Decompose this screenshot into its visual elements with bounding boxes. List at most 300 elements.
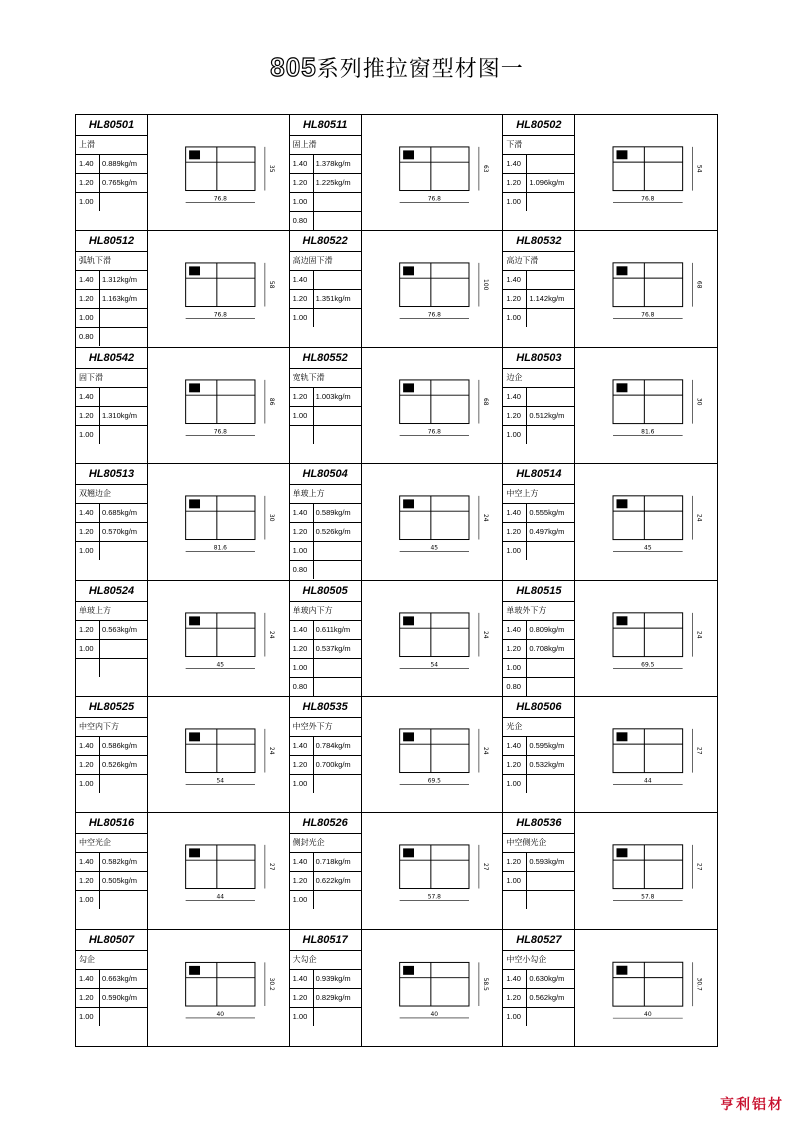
profile-info — [503, 697, 575, 812]
height-dimension-label: 30 — [695, 397, 703, 406]
profile-drawing — [575, 581, 717, 696]
profile-card — [76, 930, 290, 1046]
wall-thickness: 1.00 — [503, 309, 527, 327]
weight-per-meter: 0.829kg/m — [315, 992, 351, 1002]
profile-info — [503, 115, 575, 230]
wall-thickness: 1.00 — [503, 1008, 527, 1026]
spec-row — [76, 970, 147, 989]
spec-row — [76, 621, 147, 640]
profile-outline — [613, 380, 683, 424]
weight-per-meter — [527, 775, 574, 793]
weight-per-meter — [100, 388, 147, 406]
spec-row — [290, 155, 361, 174]
wall-thickness: 1.20 — [290, 640, 314, 658]
spec-row — [76, 659, 147, 677]
wall-thickness: 1.20 — [76, 756, 100, 774]
weight-per-meter — [100, 775, 147, 793]
wall-thickness: 1.20 — [503, 756, 527, 774]
wall-thickness: 1.20 — [76, 407, 100, 425]
wall-thickness: 1.00 — [290, 1008, 314, 1026]
height-dimension-label: 68 — [481, 397, 489, 406]
weight-per-meter — [100, 640, 147, 658]
spec-row — [503, 309, 574, 327]
profile-code: HL80506 — [503, 697, 574, 718]
profile-drawing — [575, 813, 717, 928]
wall-thickness: 1.40 — [290, 155, 314, 173]
width-dimension-label: 76.8 — [213, 195, 227, 203]
profile-info — [503, 348, 575, 463]
wall-thickness: 1.20 — [290, 989, 314, 1007]
spec-row — [290, 174, 361, 193]
weight-per-meter: 0.562kg/m — [529, 992, 565, 1002]
profile-drawing — [362, 231, 503, 346]
profile-drawing — [148, 930, 289, 1046]
height-dimension-label: 35 — [267, 164, 275, 173]
width-dimension-label: 40 — [430, 1010, 438, 1018]
spec-row — [290, 309, 361, 327]
height-dimension-label: 58.5 — [481, 977, 489, 991]
wall-thickness: 1.00 — [76, 775, 100, 793]
profile-info — [290, 813, 362, 928]
wall-thickness: 0.80 — [290, 678, 314, 696]
spec-row — [290, 678, 361, 696]
weight-per-meter: 0.505kg/m — [102, 876, 138, 886]
spec-row — [503, 756, 574, 775]
wall-thickness: 1.20 — [503, 523, 527, 541]
profile-outline — [399, 147, 468, 191]
wall-thickness: 1.40 — [290, 621, 314, 639]
weight-per-meter — [314, 193, 361, 211]
profile-name: 单玻上方 — [290, 485, 361, 504]
spec-row — [290, 891, 361, 909]
weight-per-meter: 1.163kg/m — [102, 294, 138, 304]
profile-name: 固下滑 — [76, 369, 147, 388]
wall-thickness: 1.00 — [76, 1008, 100, 1026]
profile-code: HL80512 — [76, 231, 147, 252]
profile-cross-section — [575, 115, 717, 230]
profile-outline — [399, 729, 468, 773]
profile-info — [76, 464, 148, 579]
weight-per-meter: 0.497kg/m — [529, 527, 565, 537]
wall-thickness: 1.20 — [290, 872, 314, 890]
profile-name: 光企 — [503, 718, 574, 737]
profile-drawing — [362, 581, 503, 696]
wall-thickness — [290, 426, 314, 444]
profile-info — [290, 697, 362, 812]
wall-thickness: 1.20 — [503, 407, 527, 425]
profile-cross-section — [575, 231, 717, 346]
width-dimension-label: 76.8 — [427, 311, 441, 319]
spec-row — [76, 155, 147, 174]
profile-drawing — [362, 813, 503, 928]
profile-name: 下滑 — [503, 136, 574, 155]
width-dimension-label: 76.8 — [641, 195, 655, 203]
profile-name: 大勾企 — [290, 951, 361, 970]
profile-cross-section — [575, 581, 717, 696]
profile-code: HL80505 — [290, 581, 361, 602]
profile-card — [290, 348, 504, 464]
spec-row — [76, 872, 147, 891]
profile-info — [503, 930, 575, 1046]
spec-row — [76, 891, 147, 909]
weight-per-meter — [314, 891, 361, 909]
profile-card — [290, 581, 504, 697]
wall-thickness: 1.40 — [76, 504, 100, 522]
weight-per-meter — [314, 271, 361, 289]
wall-thickness: 1.40 — [76, 970, 100, 988]
spec-row — [290, 542, 361, 561]
profile-drawing — [575, 464, 717, 579]
spec-row — [503, 989, 574, 1008]
spec-row — [503, 388, 574, 407]
weight-per-meter: 1.351kg/m — [315, 294, 351, 304]
spec-row — [290, 853, 361, 872]
profile-info — [76, 581, 148, 696]
wall-thickness — [76, 659, 100, 677]
profile-name: 单玻内下方 — [290, 602, 361, 621]
profile-cross-section — [575, 813, 717, 928]
weight-per-meter: 0.537kg/m — [315, 643, 351, 653]
weight-per-meter — [100, 193, 147, 211]
wall-thickness: 1.20 — [76, 290, 100, 308]
wall-thickness: 1.20 — [290, 290, 314, 308]
profile-cross-section — [362, 464, 503, 579]
weight-per-meter: 1.142kg/m — [529, 294, 565, 304]
weight-per-meter — [314, 407, 361, 425]
weight-per-meter — [100, 426, 147, 444]
wall-thickness: 1.20 — [503, 174, 527, 192]
width-dimension-label: 45 — [430, 544, 438, 552]
wall-thickness: 1.20 — [290, 756, 314, 774]
weight-per-meter — [314, 426, 361, 444]
weight-per-meter: 0.622kg/m — [315, 876, 351, 886]
profile-drawing — [148, 115, 289, 230]
profile-cross-section — [148, 231, 289, 346]
profile-code: HL80515 — [503, 581, 574, 602]
profile-drawing — [362, 930, 503, 1046]
profile-code: HL80501 — [76, 115, 147, 136]
weight-per-meter: 0.582kg/m — [102, 857, 138, 867]
weight-per-meter — [314, 775, 361, 793]
spec-row — [76, 756, 147, 775]
width-dimension-label: 81.6 — [641, 428, 655, 436]
profile-outline — [399, 263, 468, 307]
weight-per-meter — [527, 309, 574, 327]
spec-row — [76, 737, 147, 756]
spec-row — [290, 504, 361, 523]
profile-code: HL80514 — [503, 464, 574, 485]
profile-name: 侧封光企 — [290, 834, 361, 853]
spec-row — [290, 756, 361, 775]
wall-thickness: 1.40 — [503, 970, 527, 988]
weight-per-meter: 0.809kg/m — [529, 624, 565, 634]
profile-info — [290, 930, 362, 1046]
profile-cross-section — [362, 348, 503, 463]
height-dimension-label: 58 — [267, 281, 275, 289]
title-text: 系列推拉窗型材图一 — [316, 57, 524, 82]
weight-per-meter: 0.555kg/m — [529, 508, 565, 518]
weight-per-meter: 1.312kg/m — [102, 275, 138, 285]
weight-per-meter: 0.663kg/m — [102, 973, 138, 983]
weight-per-meter — [527, 193, 574, 211]
profile-name: 宽轨下滑 — [290, 369, 361, 388]
profile-drawing — [575, 231, 717, 346]
page-title — [0, 52, 794, 83]
profile-code: HL80525 — [76, 697, 147, 718]
profile-code: HL80502 — [503, 115, 574, 136]
spec-row — [76, 775, 147, 793]
weight-per-meter — [527, 678, 574, 696]
profile-outline — [186, 962, 255, 1006]
weight-per-meter — [100, 542, 147, 560]
profile-cross-section — [148, 930, 289, 1046]
profile-outline — [186, 380, 255, 424]
profile-drawing — [362, 348, 503, 463]
width-dimension-label: 69.5 — [641, 661, 655, 669]
height-dimension-label: 24 — [695, 514, 703, 522]
wall-thickness: 1.40 — [76, 155, 100, 173]
profile-code: HL80536 — [503, 813, 574, 834]
width-dimension-label: 81.6 — [213, 544, 227, 552]
spec-row — [503, 271, 574, 290]
spec-row — [290, 970, 361, 989]
wall-thickness: 0.80 — [76, 328, 100, 346]
profile-cross-section — [575, 348, 717, 463]
spec-row — [503, 891, 574, 909]
weight-per-meter — [527, 271, 574, 289]
profile-info — [76, 697, 148, 812]
wall-thickness: 1.00 — [76, 542, 100, 560]
profile-outline — [186, 496, 255, 540]
weight-per-meter — [100, 659, 147, 677]
spec-row — [290, 561, 361, 579]
profile-name: 双翘边企 — [76, 485, 147, 504]
profile-code: HL80517 — [290, 930, 361, 951]
height-dimension-label: 24 — [481, 514, 489, 522]
wall-thickness: 0.80 — [290, 212, 314, 230]
width-dimension-label: 40 — [216, 1010, 225, 1018]
spec-row — [76, 542, 147, 560]
wall-thickness: 1.00 — [290, 407, 314, 425]
wall-thickness: 1.00 — [290, 542, 314, 560]
wall-thickness: 1.00 — [290, 193, 314, 211]
spec-row — [503, 678, 574, 696]
spec-row — [503, 872, 574, 891]
spec-row — [503, 621, 574, 640]
profile-card — [503, 581, 717, 697]
profile-name: 勾企 — [76, 951, 147, 970]
profile-card — [76, 697, 290, 813]
spec-row — [290, 212, 361, 230]
spec-row — [290, 388, 361, 407]
brand-stamp: 亨利铝材 — [720, 1097, 784, 1113]
profile-card — [290, 697, 504, 813]
weight-per-meter: 1.096kg/m — [529, 178, 565, 187]
weight-per-meter — [314, 212, 361, 230]
spec-row — [290, 426, 361, 444]
profile-name: 中空光企 — [76, 834, 147, 853]
height-dimension-label: 24 — [481, 746, 489, 755]
spec-row — [290, 271, 361, 290]
profile-cross-section — [148, 697, 289, 812]
profile-catalog-grid — [75, 114, 718, 1047]
profile-drawing — [148, 581, 289, 696]
wall-thickness: 1.20 — [76, 523, 100, 541]
width-dimension-label: 54 — [216, 777, 225, 785]
spec-row — [503, 659, 574, 678]
profile-info — [290, 581, 362, 696]
profile-cross-section — [362, 231, 503, 346]
profile-info — [290, 231, 362, 346]
spec-row — [503, 174, 574, 193]
spec-row — [503, 970, 574, 989]
weight-per-meter — [527, 659, 574, 677]
weight-per-meter: 0.718kg/m — [315, 857, 351, 867]
spec-row — [76, 523, 147, 542]
profile-card — [76, 348, 290, 464]
spec-row — [503, 193, 574, 211]
profile-card — [503, 231, 717, 347]
profile-drawing — [148, 813, 289, 928]
profile-outline — [613, 962, 683, 1006]
spec-row — [290, 659, 361, 678]
width-dimension-label: 44 — [216, 893, 225, 901]
profile-info — [503, 813, 575, 928]
height-dimension-label: 27 — [695, 746, 703, 755]
wall-thickness: 1.40 — [503, 155, 527, 173]
profile-name: 固上滑 — [290, 136, 361, 155]
wall-thickness: 1.20 — [503, 989, 527, 1007]
profile-info — [76, 813, 148, 928]
width-dimension-label: 76.8 — [641, 311, 655, 319]
weight-per-meter: 1.225kg/m — [315, 178, 351, 187]
weight-per-meter: 0.611kg/m — [315, 624, 351, 634]
wall-thickness: 1.40 — [503, 271, 527, 289]
height-dimension-label: 54 — [695, 164, 703, 173]
profile-drawing — [148, 231, 289, 346]
wall-thickness: 1.40 — [76, 853, 100, 871]
spec-row — [503, 426, 574, 444]
profile-name: 中空小勾企 — [503, 951, 574, 970]
profile-code: HL80527 — [503, 930, 574, 951]
spec-row — [503, 504, 574, 523]
weight-per-meter — [314, 561, 361, 579]
profile-card — [290, 813, 504, 929]
profile-card — [503, 464, 717, 580]
weight-per-meter: 0.526kg/m — [315, 527, 351, 537]
wall-thickness: 1.00 — [503, 193, 527, 211]
profile-outline — [186, 612, 255, 656]
wall-thickness: 1.20 — [76, 621, 100, 639]
wall-thickness: 1.40 — [503, 621, 527, 639]
profile-cross-section — [362, 115, 503, 230]
wall-thickness: 1.40 — [503, 504, 527, 522]
width-dimension-label: 76.8 — [427, 195, 441, 203]
width-dimension-label: 57.8 — [427, 893, 441, 901]
spec-row — [503, 407, 574, 426]
profile-drawing — [575, 697, 717, 812]
spec-row — [503, 853, 574, 872]
weight-per-meter — [527, 155, 574, 173]
wall-thickness: 1.00 — [290, 775, 314, 793]
profile-cross-section — [362, 581, 503, 696]
wall-thickness: 1.40 — [76, 737, 100, 755]
weight-per-meter: 0.589kg/m — [315, 508, 351, 518]
spec-row — [290, 523, 361, 542]
wall-thickness: 1.20 — [76, 174, 100, 192]
wall-thickness: 1.00 — [503, 426, 527, 444]
profile-outline — [186, 845, 255, 889]
weight-per-meter — [314, 1008, 361, 1026]
height-dimension-label: 63 — [481, 164, 489, 173]
spec-row — [290, 1008, 361, 1026]
profile-info — [503, 231, 575, 346]
weight-per-meter: 0.595kg/m — [529, 740, 565, 750]
weight-per-meter: 1.310kg/m — [102, 410, 138, 420]
spec-row — [76, 271, 147, 290]
wall-thickness: 1.20 — [290, 388, 314, 406]
profile-outline — [613, 845, 683, 889]
wall-thickness: 0.80 — [503, 678, 527, 696]
height-dimension-label: 30 — [267, 514, 275, 522]
wall-thickness: 1.00 — [76, 891, 100, 909]
wall-thickness: 1.20 — [76, 989, 100, 1007]
profile-card — [76, 231, 290, 347]
wall-thickness: 1.40 — [290, 853, 314, 871]
profile-code: HL80511 — [290, 115, 361, 136]
weight-per-meter: 1.378kg/m — [315, 159, 351, 168]
wall-thickness: 1.20 — [290, 174, 314, 192]
weight-per-meter: 0.532kg/m — [529, 759, 565, 769]
spec-row — [503, 640, 574, 659]
wall-thickness: 1.40 — [290, 504, 314, 522]
profile-code: HL80552 — [290, 348, 361, 369]
spec-row — [290, 640, 361, 659]
spec-row — [76, 504, 147, 523]
weight-per-meter — [314, 678, 361, 696]
wall-thickness: 1.00 — [290, 309, 314, 327]
spec-row — [76, 193, 147, 211]
profile-cross-section — [575, 930, 717, 1046]
spec-row — [290, 872, 361, 891]
height-dimension-label: 30.2 — [267, 977, 275, 991]
profile-info — [503, 581, 575, 696]
profile-info — [76, 231, 148, 346]
profile-outline — [186, 729, 255, 773]
profile-drawing — [148, 464, 289, 579]
wall-thickness: 1.40 — [503, 737, 527, 755]
spec-row — [503, 775, 574, 793]
profile-info — [290, 464, 362, 579]
spec-row — [503, 542, 574, 560]
weight-per-meter — [100, 1008, 147, 1026]
width-dimension-label: 69.5 — [427, 777, 441, 785]
profile-card — [503, 697, 717, 813]
weight-per-meter — [314, 542, 361, 560]
wall-thickness: 1.00 — [290, 891, 314, 909]
wall-thickness: 1.00 — [503, 659, 527, 677]
profile-outline — [399, 612, 468, 656]
profile-cross-section — [148, 813, 289, 928]
height-dimension-label: 100 — [481, 279, 489, 291]
height-dimension-label: 24 — [695, 630, 703, 638]
profile-code: HL80526 — [290, 813, 361, 834]
profile-name: 上滑 — [76, 136, 147, 155]
profile-outline — [613, 729, 683, 773]
profile-name: 高边固下滑 — [290, 252, 361, 271]
height-dimension-label: 27 — [267, 863, 275, 871]
profile-outline — [613, 612, 683, 656]
